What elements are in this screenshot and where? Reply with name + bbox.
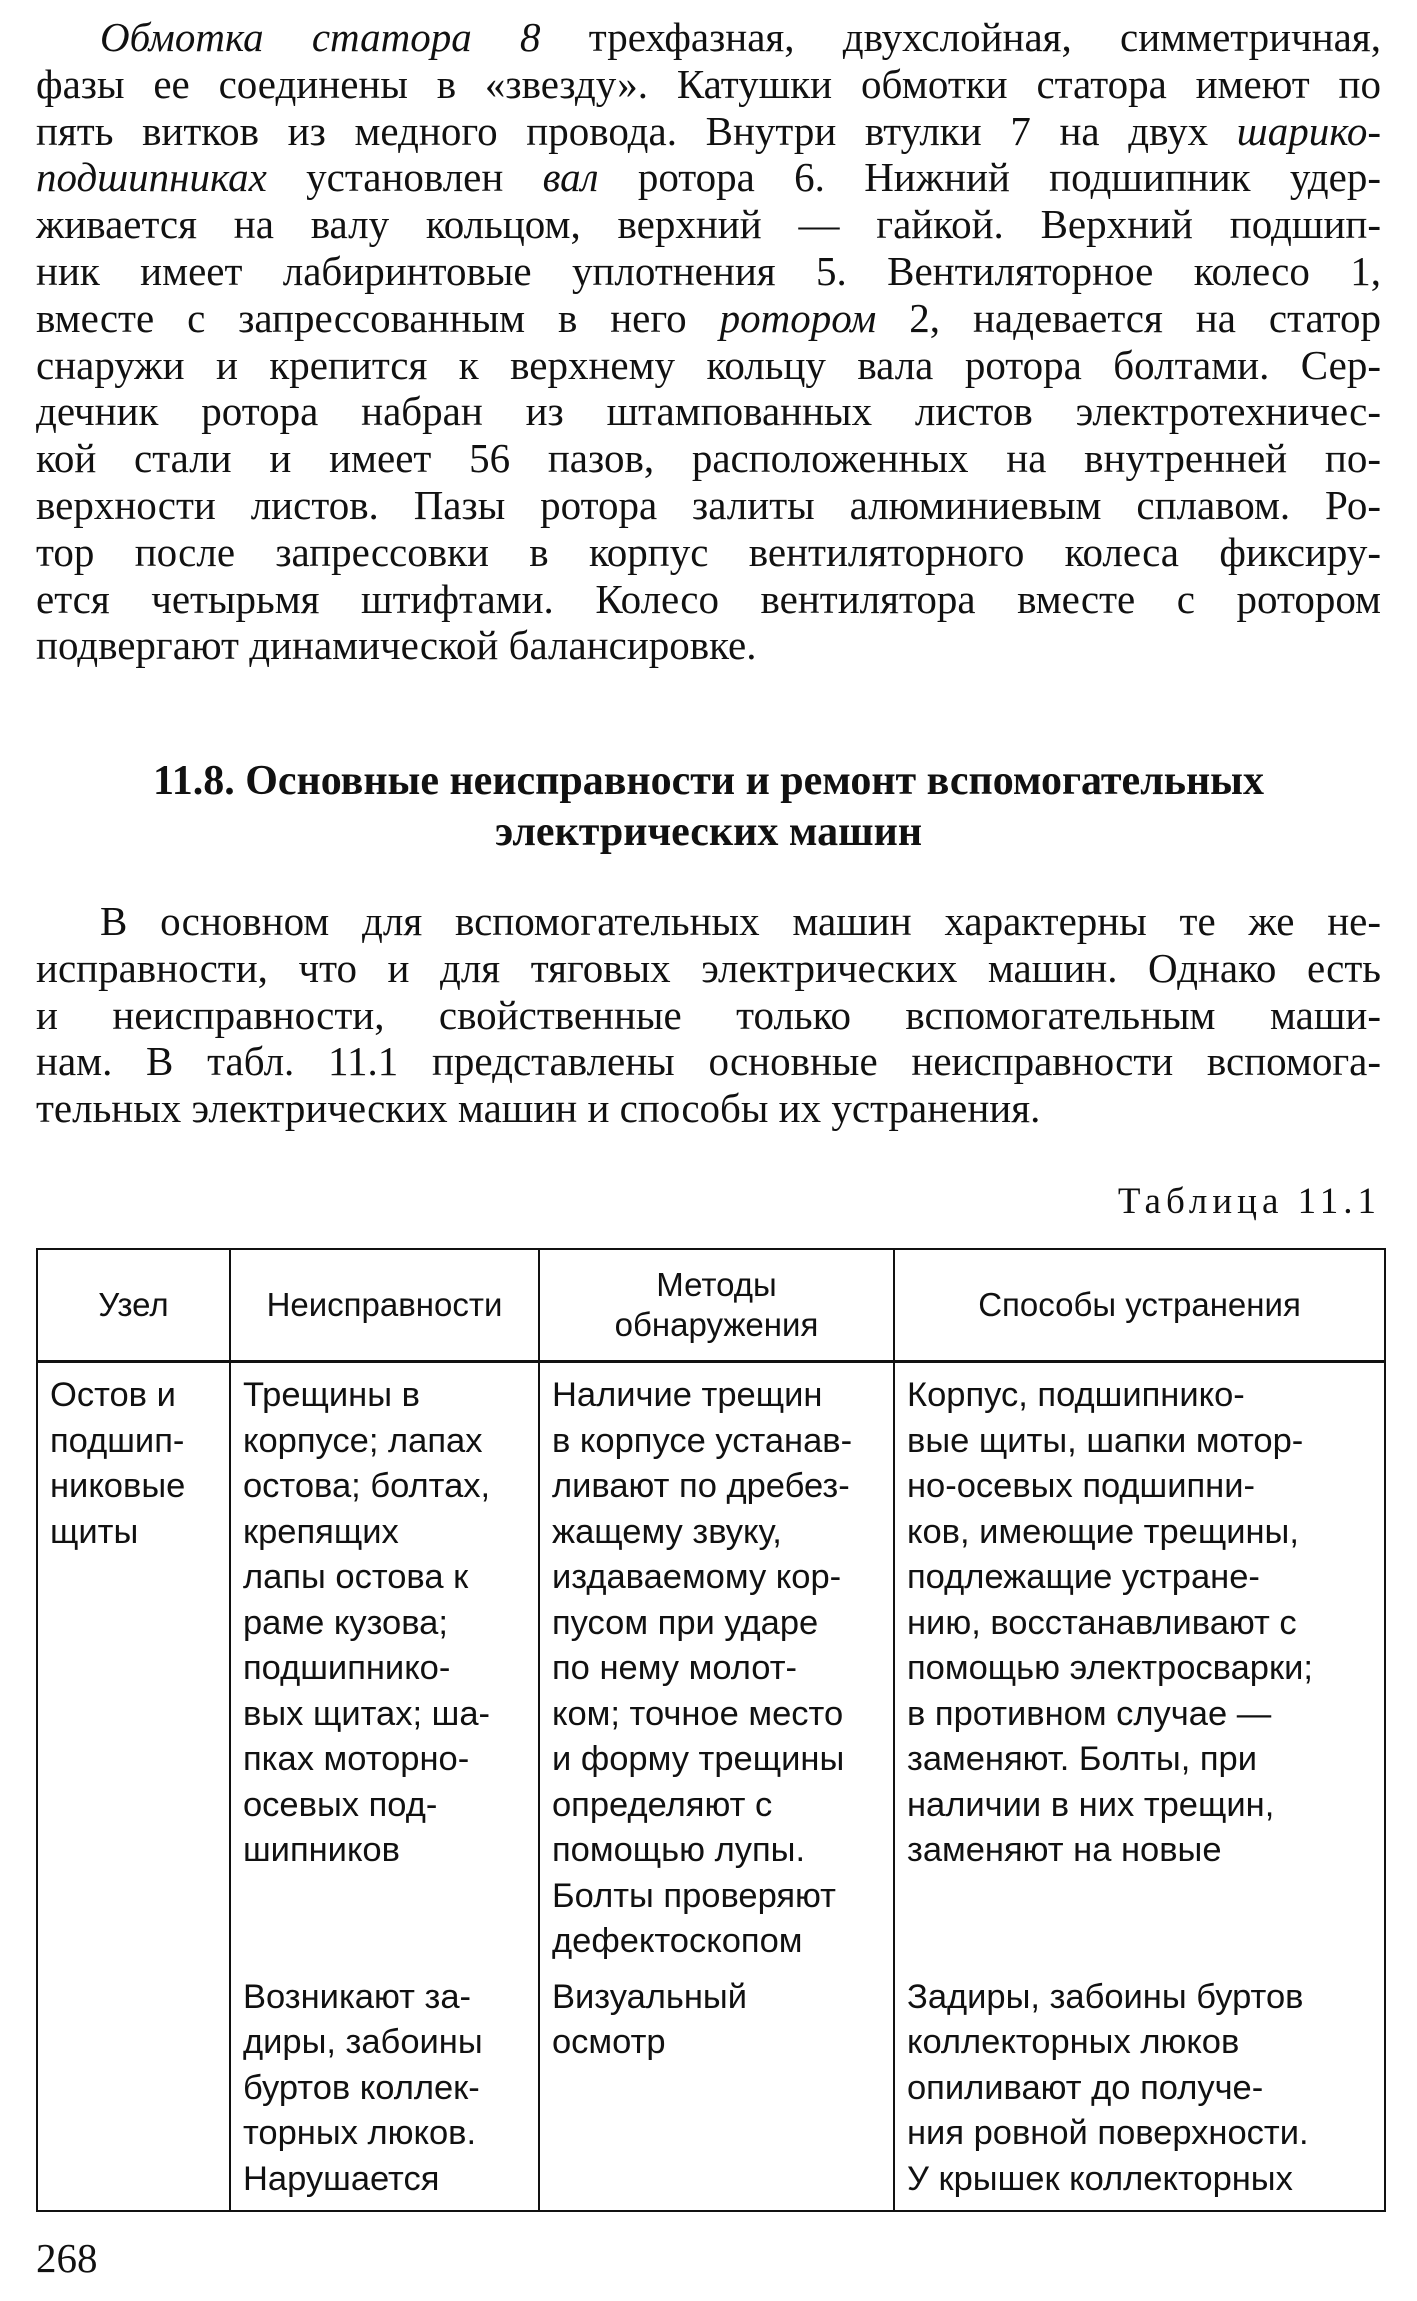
cell-line: никовые xyxy=(50,1467,186,1505)
italic-term: шарико- xyxy=(1236,107,1381,154)
text-run: верхности листов. Пазы ротора залиты алюминиевым сплавом. Ро- xyxy=(36,481,1381,528)
section-heading-line-1: 11.8. Основные неисправности и ремонт вспомогательных xyxy=(153,758,1264,804)
cell-line: крепящих xyxy=(243,1512,399,1551)
intro-line xyxy=(36,154,1381,201)
text-run: дечник ротора набран из штампованных листов электротехничес- xyxy=(36,388,1381,435)
cell-line: но-осевых подшипни- xyxy=(907,1467,1255,1505)
intro-line xyxy=(36,295,1381,342)
column-header xyxy=(230,1249,539,1362)
cell-line: диры, забоины xyxy=(243,2023,483,2061)
cell-line: опиливают до получе- xyxy=(907,2068,1264,2107)
intro-line xyxy=(36,388,1381,435)
cell-line: Задиры, забоины буртов xyxy=(907,1977,1304,2016)
paragraph-line: В основном для вспомогательных машин характерны те же не- xyxy=(100,898,1381,944)
intro-line xyxy=(36,435,1381,482)
column-header-line: Методы xyxy=(656,1266,777,1303)
cell-line: Возникают за- xyxy=(243,1977,471,2016)
faults-table xyxy=(36,1248,1386,2212)
cell-line: Наличие трещин xyxy=(552,1376,823,1414)
table-cell xyxy=(894,1362,1385,1965)
table-row xyxy=(37,1362,1385,1965)
cell-line: пусом при ударе xyxy=(552,1603,819,1642)
cell-line: издаваемому кор- xyxy=(552,1558,842,1596)
cell-line: подшипнико- xyxy=(243,1649,451,1687)
paragraph-line: тельных электрических машин и способы их устранения. xyxy=(36,1085,1041,1132)
cell-line: дефектоскопом xyxy=(552,1922,803,1960)
intro-line xyxy=(36,61,1381,108)
cell-line: Корпус, подшипнико- xyxy=(907,1376,1245,1414)
cell-line: буртов коллек- xyxy=(243,2068,480,2107)
column-header-line: обнаружения xyxy=(614,1306,819,1343)
cell-line: помощью электросварки; xyxy=(907,1649,1313,1687)
cell-line: шипников xyxy=(243,1831,400,1869)
intro-line xyxy=(36,108,1381,155)
column-header xyxy=(539,1249,894,1362)
cell-line: подлежащие устране- xyxy=(907,1558,1260,1596)
text-run: подвергают динамической балансировке. xyxy=(36,622,757,669)
cell-line: коллекторных люков xyxy=(907,2023,1240,2061)
cell-line: заменяют. Болты, при xyxy=(907,1740,1258,1778)
cell-line: осевых под- xyxy=(243,1785,438,1824)
section-paragraph xyxy=(36,898,1381,1132)
cell-line: нию, восстанавливают с xyxy=(907,1603,1297,1642)
section-heading xyxy=(36,756,1381,858)
cell-line: торных люков. xyxy=(243,2114,477,2152)
cell-line: остова; болтах, xyxy=(243,1467,491,1505)
table-caption: Таблица 11.1 xyxy=(1117,1181,1381,1222)
text-run: вместе с запрессованным в него xyxy=(36,294,720,341)
intro-line xyxy=(36,248,1381,295)
table-cell xyxy=(37,1965,230,2212)
cell-line: корпусе; лапах xyxy=(243,1421,483,1460)
italic-term: вал xyxy=(542,154,599,201)
table-row xyxy=(37,1965,1385,2212)
table-cell xyxy=(894,1965,1385,2212)
cell-line: по нему молот- xyxy=(552,1649,798,1687)
cell-line: подшип- xyxy=(50,1421,185,1460)
table-cell xyxy=(539,1362,894,1965)
cell-line: Болты проверяют xyxy=(552,1876,836,1915)
column-header xyxy=(37,1249,230,1362)
cell-line: щиты xyxy=(50,1512,139,1551)
cell-line: жащему звуку, xyxy=(552,1512,782,1551)
text-run: ется четырьмя штифтами. Колесо вентилятора вместе с ротором xyxy=(36,575,1381,622)
cell-line: наличии в них трещин, xyxy=(907,1785,1275,1824)
intro-line xyxy=(36,622,1381,669)
intro-line xyxy=(36,14,1381,61)
table-body xyxy=(37,1362,1385,2212)
text-run: трехфазная, двухслойная, симметричная, xyxy=(540,14,1381,60)
italic-term: Обмотка статора 8 xyxy=(100,14,541,60)
italic-term: ротором xyxy=(719,294,877,341)
cell-line: У крышек коллекторных xyxy=(907,2159,1293,2198)
cell-line: в корпусе устанав- xyxy=(552,1421,853,1460)
cell-line: определяют с xyxy=(552,1785,773,1824)
cell-line: пках моторно- xyxy=(243,1740,470,1778)
italic-term: подшипниках xyxy=(36,154,267,201)
text-run: кой стали и имеет 56 пазов, расположенных на внутренней по- xyxy=(36,435,1381,482)
cell-line: помощью лупы. xyxy=(552,1831,806,1869)
cell-line: осмотр xyxy=(552,2023,666,2061)
cell-line: и форму трещины xyxy=(552,1740,845,1778)
cell-line: Нарушается xyxy=(243,2159,440,2198)
intro-line xyxy=(36,529,1381,576)
table-cell xyxy=(230,1362,539,1965)
paragraph-line: нам. В табл. 11.1 представлены основные неисправности вспомога- xyxy=(36,1038,1381,1085)
text-run: тор после запрессовки в корпус вентиляторного колеса фиксиру- xyxy=(36,528,1381,575)
book-page xyxy=(36,14,1381,2198)
text-run: установлен xyxy=(266,154,543,201)
cell-line: ния ровной поверхности. xyxy=(907,2114,1309,2152)
column-header-line: Способы устранения xyxy=(978,1286,1301,1323)
section-heading-line-2: электрических машин xyxy=(494,809,923,855)
cell-line: вых щитах; ша- xyxy=(243,1694,490,1733)
table-cell xyxy=(539,1965,894,2212)
intro-line xyxy=(36,201,1381,248)
text-run: пять витков из медного провода. Внутри втулки 7 на двух xyxy=(36,107,1237,154)
intro-line xyxy=(36,576,1381,623)
cell-line: в противном случае — xyxy=(907,1694,1272,1733)
text-run: живается на валу кольцом, верхний — гайкой. Верхний подшип- xyxy=(36,201,1381,248)
intro-line xyxy=(36,342,1381,389)
cell-line: вые щиты, шапки мотор- xyxy=(907,1421,1304,1460)
intro-paragraph xyxy=(36,14,1381,669)
cell-line: ков, имеющие трещины, xyxy=(907,1512,1299,1551)
text-run: ротора 6. Нижний подшипник удер- xyxy=(598,154,1381,201)
text-run: снаружи и крепится к верхнему кольцу вала ротора болтами. Сер- xyxy=(36,341,1381,388)
table-header-row xyxy=(37,1249,1385,1362)
text-run: ник имеет лабиринтовые уплотнения 5. Вентиляторное колесо 1, xyxy=(36,247,1381,294)
text-run: фазы ее соединены в «звезду». Катушки обмотки статора имеют по xyxy=(36,60,1381,107)
cell-line: ком; точное место xyxy=(552,1694,844,1733)
cell-line: Визуальный xyxy=(552,1977,747,2016)
column-header-line: Неисправности xyxy=(266,1286,503,1323)
paragraph-line: и неисправности, свойственные только вспомогательным маши- xyxy=(36,991,1381,1038)
page-number: 268 xyxy=(36,2235,98,2281)
intro-line xyxy=(36,482,1381,529)
cell-line: лапы остова к xyxy=(243,1558,469,1596)
column-header xyxy=(894,1249,1385,1362)
cell-line: ливают по дребез- xyxy=(552,1467,850,1505)
cell-line: раме кузова; xyxy=(243,1603,448,1642)
paragraph-line: исправности, что и для тяговых электрических машин. Однако есть xyxy=(36,944,1381,991)
cell-line: Трещины в xyxy=(243,1376,420,1414)
cell-line: заменяют на новые xyxy=(907,1831,1222,1869)
cell-line: Остов и xyxy=(50,1376,176,1414)
text-run: 2, надевается на статор xyxy=(876,294,1381,341)
column-header-line: Узел xyxy=(98,1286,169,1323)
table-cell xyxy=(230,1965,539,2212)
table-cell xyxy=(37,1362,230,1965)
